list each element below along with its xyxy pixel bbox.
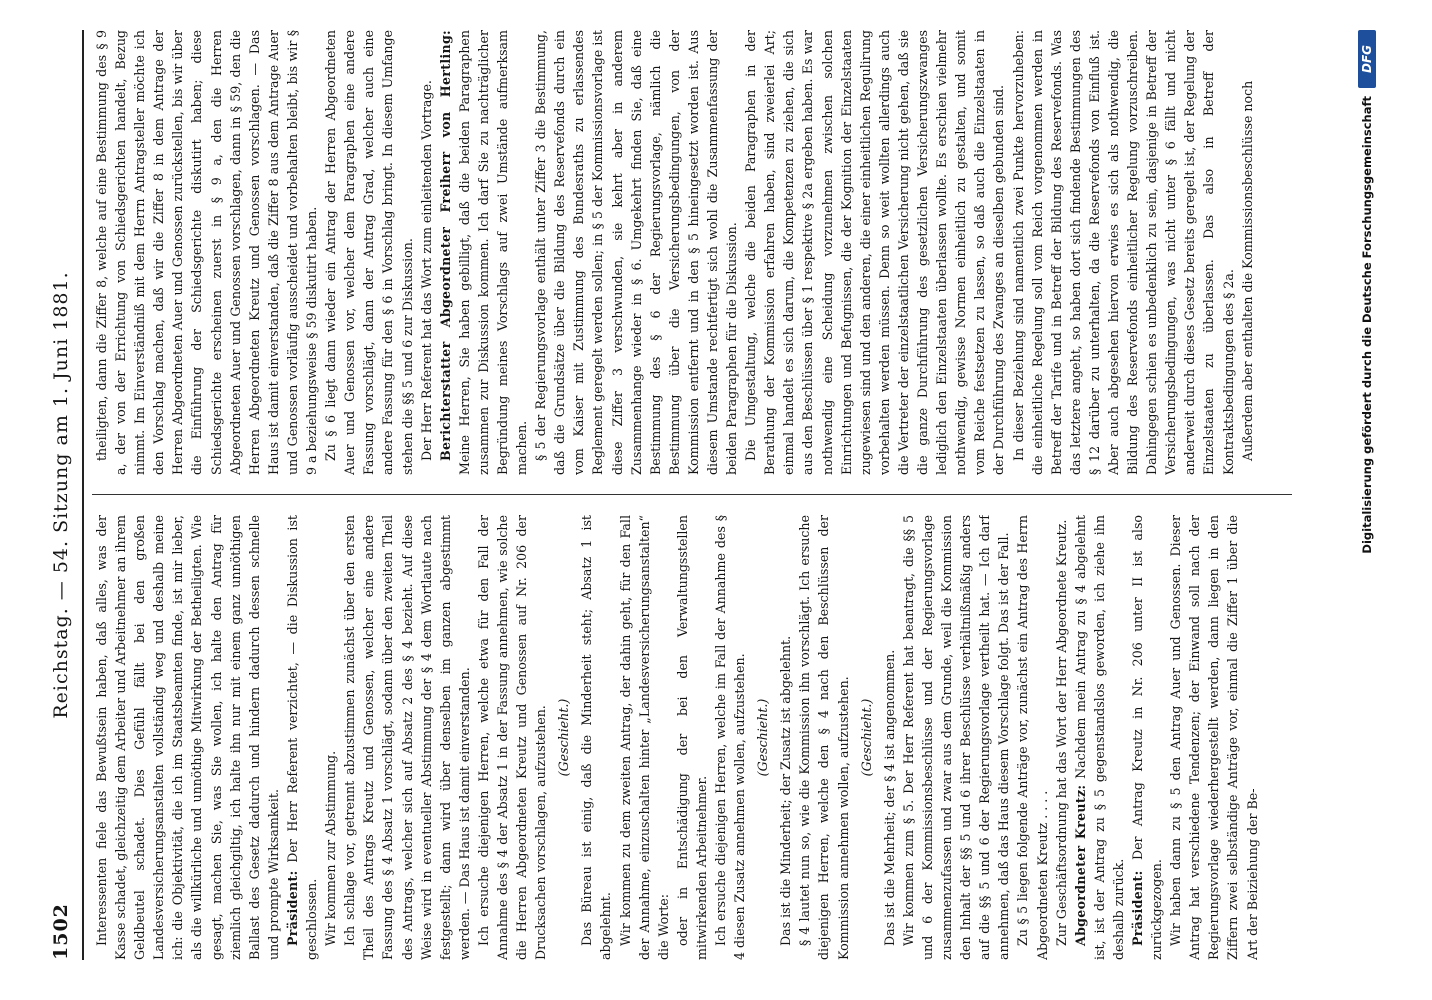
speaker-name: Präsident:: [284, 870, 300, 946]
paragraph: Das Büreau ist einig, daß die Minderheit steht; Absatz 1 ist abgelehnt.: [579, 515, 614, 960]
paragraph: Wir kommen zum § 5. Der Herr Referent hat beantragt, die §§ 5 und 6 der Kommissionsbeschlüsse und der Regierungsvorlage zusammenzufassen und zwar aus dem Grunde, weil die Kommission den Inhalt der §§ 5 und 6 ihrer Beschlüsse verhältnißmäßig anders auf die §§ 5 und 6 der Regierungsvorlage vertheilt hat. — Ich darf annehmen, daß das Haus diesem Vorschlage folgt. Das ist der Fall.: [900, 515, 1012, 960]
speech-paragraph: [283, 515, 321, 960]
paragraph: Zu § 6 liegt dann wieder ein Antrag der Herren Abgeordneten Auer und Genossen vor, welcher dem Paragraphen eine andere Fassung vorschlägt, dann der Antrag Grad, welcher auch eine andere Fassung für den § 6 in Vorschlag bringt. In diesem Umfange stehen die §§ 5 und 6 zur Diskussion.: [323, 30, 415, 475]
stage-direction: (Geschieht.): [755, 698, 771, 777]
paragraph: Zu § 5 liegen folgende Anträge vor, zunächst ein Antrag des Herrn Abgeordneten Kreutz . . . .: [1015, 515, 1050, 960]
paragraph: Außerdem aber enthalten die Kommissionsbeschlüsse noch: [1239, 80, 1255, 461]
speech-paragraph: [1071, 515, 1128, 960]
header-rule: [82, 30, 84, 960]
speaker-name: Abgeordneter Kreutz:: [1072, 784, 1088, 946]
running-title: Reichstag. — 54. Sitzung am 1. Juni 1881.: [50, 271, 72, 719]
paragraph: Wir kommen zur Abstimmung.: [323, 750, 339, 946]
paragraph: Zur Geschäftsordnung hat das Wort der Herr Abgeordnete Kreutz.: [1053, 519, 1069, 946]
stage-direction: (Geschieht.): [556, 698, 572, 777]
paragraph: Interessenten fiele das Bewußtsein haben, daß alles, was der Kasse schadet, gleichzeitig dem Arbeiter und Arbeitnehmer an ihrem Geldbeutel schadet. Dies Gefühl fällt bei den großen Landesversicherungsanstalten vollständig weg und deshalb meine ich: die Objektivität, die ich im Staatsbeamten finde, ist mir lieber, als die willkürliche und unnöthige Mitwirkung der Betheiligten. Wie gesagt, machen Sie, was Sie wollen, ich halte den Antrag für ziemlich gleichgiltig, ich halte ihn nur mit einem ganz unnöthigen Ballast des Gesetz dadurch und hindern dadurch dessen schnelle und prompte Wirksamkeit.: [94, 515, 281, 960]
stage-direction: (Geschieht.): [858, 698, 874, 777]
paragraph: Das ist die Mehrheit; der § 4 ist angenommen.: [881, 649, 897, 946]
digitization-stamp: [1356, 0, 1382, 1000]
paragraph: Das ist die Minderheit; der Zusatz ist abgelehnt.: [778, 635, 794, 946]
speaker-name: Berichterstatter Abgeordneter Freiherr von Hertling:: [437, 30, 453, 461]
speech-text: Nachdem mein Antrag zu § 4 abgelehnt ist, ist der Antrag zu § 5 gegenstandslos geworden, ich ziehe ihn deshalb zurück.: [1072, 515, 1126, 960]
speech-text: Meine Herren, Sie haben gebilligt, daß die beiden Paragraphen zusammen zur Diskussion kommen. Ich darf Sie zu nachträglicher Begründung meines Vorschlags auf zwei Umstände aufmerksam machen.: [456, 30, 530, 475]
paragraph: In dieser Beziehung sind namentlich zwei Punkte hervorzuheben: die einheitliche Regelung soll vom Reich vorgenommen werden in Betreff der Tarife und in Betreff der Bildung des Reservefonds. Was das letztere angeht, so haben dort sich findende Bestimmungen des § 12 darüber zu unterhalten, da die Reservefonds von Einfluß ist. Aber auch abgesehen hiervon erwies es sich als nothwendig, die Bildung des Reservefonds einheitlicher Regelung vorzuschreiben. Dahingegen schien es unbedenklich zu sein, dasjenige in Betreff der Versicherungsbedingungen, was nicht unter § 6 fällt und nicht anderweit durch dieses Gesetz bereits geregelt ist, der Regelung der Einzelstaaten zu überlassen. Das also in Betreff der Kontraktsbedingungen des § 2a.: [1010, 30, 1236, 475]
paragraph: Die Umgestaltung, welche die beiden Paragraphen in der Berathung der Kommission erfahren haben, sind zweierlei Art; einmal handelt es sich darum, die Kompetenzen zu ziehen, die sich aus den Beschlüssen über § 1 respektive § 2a ergeben haben. Es war nothwendig eine Scheidung vorzunehmen zwischen solchen Einrichtungen und Befugnissen, die der Kognition der Einzelstaaten zugewiesen sind und den anderen, die einer einheitlichen Regulirung vorbehalten werden müssen. Denn so weit wollten allerdings auch die Vertreter der einzelstaatlichen Versicherung nicht gehen, daß sie die ganze Durchführung des gesetzlichen Versicherungszwanges lediglich den Einzelstaaten überlassen wollte. Es erschien vielmehr nothwendig, gewisse Normen einheitlich zu gestalten, und somit vom Reiche festsetzen zu lassen, so daß auch die Einzelstaaten in der Durchführung des Zwanges an dieselben gebunden sind.: [743, 30, 1007, 475]
text-column-right: [92, 30, 1332, 475]
paragraph: Ich schlage vor, getrennt abzustimmen zunächst über den ersten Theil des Antrags Kreutz und Genossen, welcher eine andere Fassung des § 4 Absatz 1 vorschlägt, sodann über den zweiten Theil des Antrags, welcher sich auf Absatz 2 des § 4 bezieht. Auf diese Weise wird in eventueller Abstimmung der § 4 dem Wortlaute nach festgestellt; dann wird über denselben im ganzen abgestimmt werden. — Das Haus ist damit einverstanden.: [342, 515, 472, 960]
paragraph: § 5 der Regierungsvorlage enthält unter Ziffer 3 die Bestimmung, daß die Grundsätze über die Bildung des Reservefonds durch ein vom Kaiser mit Zustimmung des Bundesraths zu erlassendes Reglement geregelt werden sollen; in § 5 der Kommissionsvorlage ist diese Ziffer 3 verschwunden, sie kehrt aber in anderem Zusammenhange wieder in § 6. Umgekehrt finden Sie, daß eine Bestimmung des § 6 der Regierungsvorlage, nämlich die Bestimmung über die Versicherungsbedingungen, von der Kommission entfernt und in den § 5 hineingesetzt worden ist. Aus diesem Umstande rechtfertigt sich wohl die Zusammenfassung der beiden Paragraphen für die Diskussion.: [533, 30, 740, 475]
speech-text: Der Antrag Kreutz in Nr. 206 unter II ist also zurückgezogen.: [1129, 515, 1165, 960]
page-number: 1502: [50, 903, 72, 960]
text-column-left: [92, 515, 1332, 960]
paragraph: theiligten, dann die Ziffer 8, welche auf eine Bestimmung des § 9 a, der von der Errichtung von Schiedsgerichten handelt, Bezug nimmt. Im Einverständniß mit dem Herrn Antragsteller möchte ich den Vorschlag machen, daß wir die Ziffer 8 in dem Antrage der Herren Abgeordneten Auer und Genossen zurückstellen, bis wir über die Einführung der Schiedsgerichte diskutirt haben; diese Schiedsgerichte erscheinen zuerst in § 9 a, den die Herren Abgeordneten Auer und Genossen vorschlagen, dann in § 59, den die Herren Abgeordneten Kreutz und Genossen vorschlagen. — Das Haus ist damit einverstanden, daß die Ziffer 8 aus dem Antrage Auer und Genossen vorläufig ausscheidet und vorbehalten bleibt, bis wir § 9 a beziehungsweise § 59 diskutirt haben.: [94, 30, 320, 475]
page-header: [50, 30, 80, 960]
speech-text: Der Herr Referent verzichtet, — die Diskussion ist geschlossen.: [284, 515, 320, 960]
paragraph: Ich ersuche diejenigen Herren, welche im Fall der Annahme des § 4 diesen Zusatz annehmen wollen, aufzustehen.: [713, 515, 748, 960]
speech-paragraph: [1128, 515, 1166, 960]
column-divider: [92, 494, 1292, 495]
paragraph: Wir kommen zu dem zweiten Antrag, der dahin geht, für den Fall der Annahme, einzuschalten hinter „Landesversicherungsanstalten“ die Worte:: [617, 515, 671, 960]
paragraph: § 4 lautet nun so, wie die Kommission ihn vorschlägt. Ich ersuche diejenigen Herren, welche den § 4 nach den Beschlüssen der Kommission annehmen wollen, aufzustehen.: [797, 515, 851, 960]
funding-notice: Digitalisierung gefördert durch die Deutsche Forschungsgemeinschaft: [1360, 96, 1374, 554]
paragraph: oder in Entschädigung der bei den Verwaltungsstellen mitwirkenden Arbeitnehmer.: [674, 515, 709, 960]
dfg-logo: DFG: [1358, 30, 1376, 88]
paragraph: Ich ersuche diejenigen Herren, welche etwa für den Fall der Annahme des § 4 der Absatz 1 in der Fassung annehmen, wie solche die Herren Abgeordneten Kreutz und Genossen auf Nr. 206 der Drucksachen vorschlagen, aufzustehen.: [475, 515, 549, 960]
speech-paragraph: [436, 30, 531, 475]
speaker-name: Präsident:: [1129, 870, 1145, 946]
paragraph: Der Herr Referent hat das Wort zum einleitenden Vortrage.: [418, 80, 434, 461]
paragraph: Wir haben dann zu § 5 den Antrag Auer und Genossen. Dieser Antrag hat verschiedene Tendenzen; der Einwand soll nach der Regierungsvorlage wiederhergestellt werden, dann liegen in den Ziffern zwei selbständige Anträge vor, einmal die Ziffer 1 über die Art der Beiziehung der Be-: [1168, 515, 1260, 960]
